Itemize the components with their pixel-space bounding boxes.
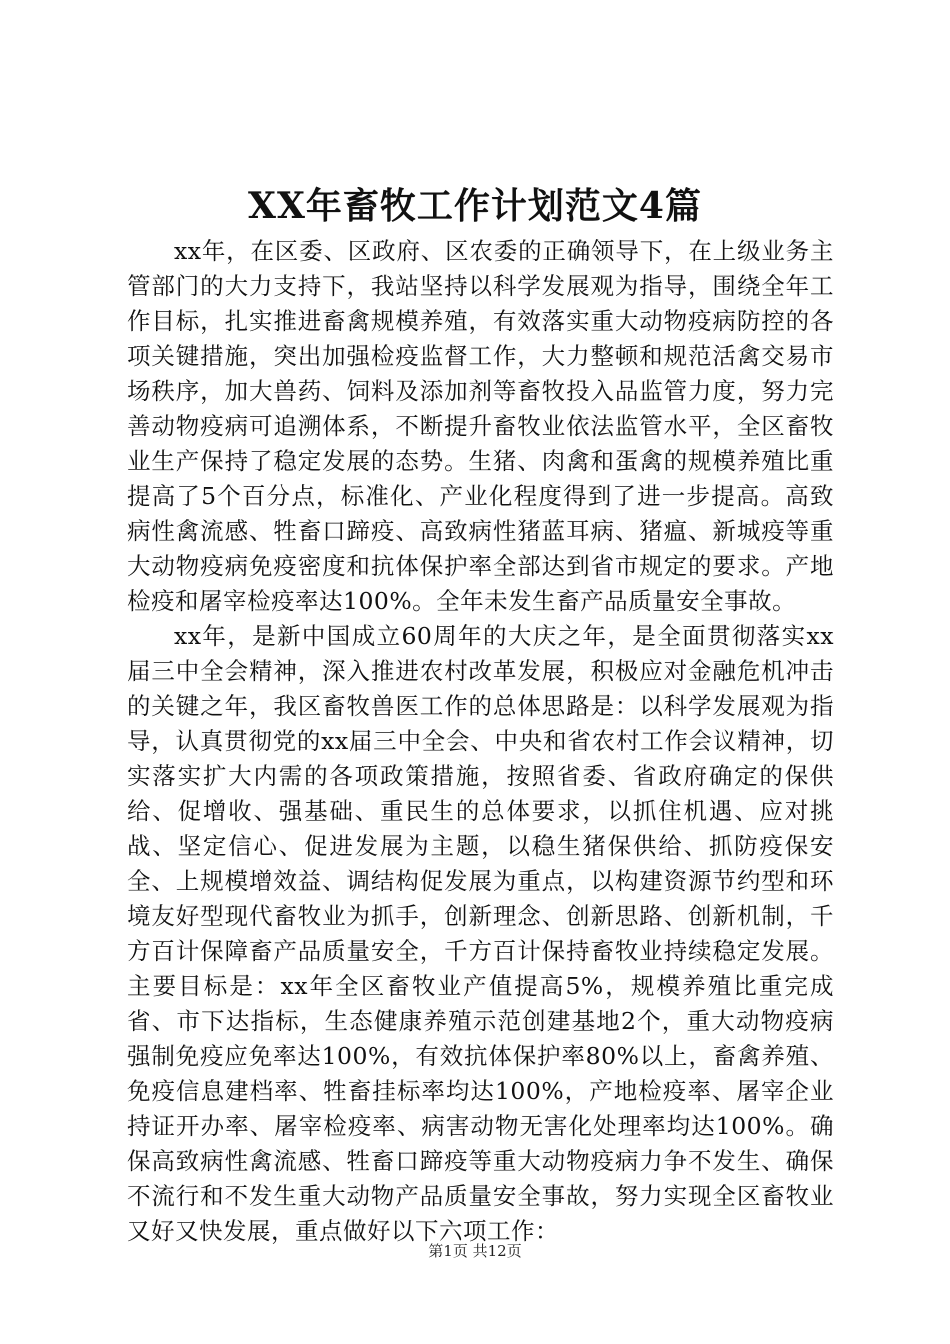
paragraph-1: xx年，在区委、区政府、区农委的正确领导下，在上级业务主管部门的大力支持下，我站坚持以科学发展观为指导，围绕全年工作目标，扎实推进畜禽规模养殖，有效落实重大动物疫病防控的各项关键措施，突出加强检疫监督工作，大力整顿和规范活禽交易市场秩序，加大兽药、饲料及添加剂等畜牧投入品监管力度，努力完善动物疫病可追溯体系，不断提升畜牧业依法监管水平，全区畜牧业生产保持了稳定发展的态势。生猪、肉禽和蛋禽的规模养殖比重提高了5个百分点，标准化、产业化程度得到了进一步提高。高致病性禽流感、牲畜口蹄疫、高致病性猪蓝耳病、猪瘟、新城疫等重大动物疫病免疫密度和抗体保护率全部达到省市规定的要求。产地检疫和屠宰检疫率达100%。全年未发生畜产品质量安全事故。: [127, 237, 834, 615]
document-body: [127, 234, 834, 1249]
document-title: XX年畜牧工作计划范文4篇: [248, 185, 702, 227]
paragraph-2: xx年，是新中国成立60周年的大庆之年，是全面贯彻落实xx届三中全会精神，深入推进农村改革发展，积极应对金融危机冲击的关键之年，我区畜牧兽医工作的总体思路是：以科学发展观为指导，认真贯彻党的xx届三中全会、中央和省农村工作会议精神，切实落实扩大内需的各项政策措施，按照省委、省政府确定的保供给、促增收、强基础、重民生的总体要求，以抓住机遇、应对挑战、坚定信心、促进发展为主题，以稳生猪保供给、抓防疫保安全、上规模增效益、调结构促发展为重点，以构建资源节约型和环境友好型现代畜牧业为抓手，创新理念、创新思路、创新机制，千方百计保障畜产品质量安全，千方百计保持畜牧业持续稳定发展。主要目标是：xx年全区畜牧业产值提高5%，规模养殖比重完成省、市下达指标，生态健康养殖示范创建基地2个，重大动物疫病强制免疫应免率达100%，有效抗体保护率80%以上，畜禽养殖、免疫信息建档率、牲畜挂标率均达100%，产地检疫率、屠宰企业持证开办率、屠宰检疫率、病害动物无害化处理率均达100%。确保高致病性禽流感、牲畜口蹄疫等重大动物疫病力争不发生、确保不流行和不发生重大动物产品质量安全事故，努力实现全区畜牧业又好又快发展，重点做好以下六项工作：: [127, 622, 834, 1245]
page-footer: 第1页 共12页: [428, 1242, 522, 1260]
